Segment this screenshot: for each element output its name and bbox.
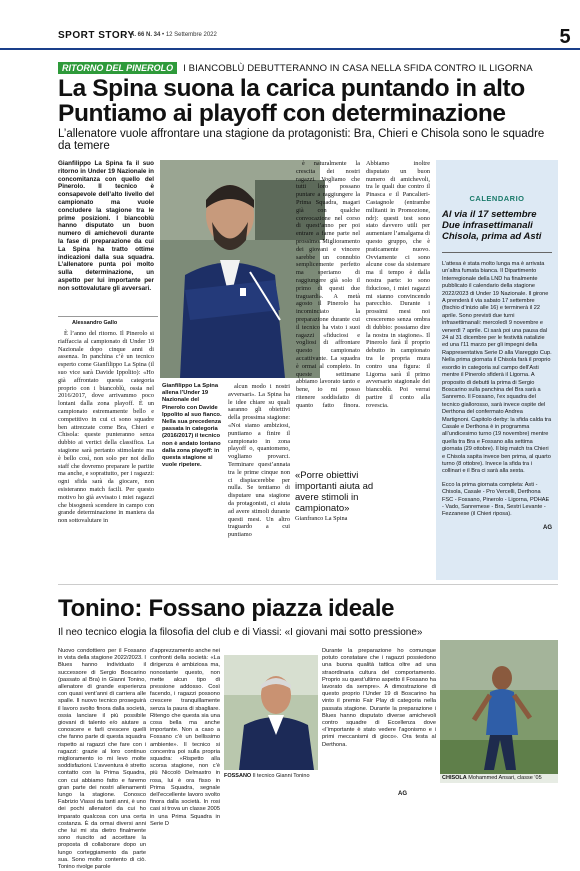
page-number: 5 [559, 26, 571, 48]
issue-info: A. 66 N. 34 • 12 Settembre 2022 [130, 32, 217, 38]
section-divider [58, 584, 558, 585]
article2-column-3 [322, 648, 436, 794]
pull-quote-author: Gianfranco La Spina [295, 515, 348, 522]
calendar-sidebar [436, 160, 558, 580]
player-photo-caption [440, 774, 558, 783]
kicker-text: I BIANCOBLÙ DEBUTTERANNO IN CASA NELLA SFIDA CONTRO IL LIGORNA [183, 62, 533, 74]
player-photo-image [440, 640, 558, 783]
kicker [58, 62, 533, 74]
second-subhead: Il neo tecnico elogia la filosofia del club e di Viassi: «I giovani mai sotto pressione» [58, 627, 423, 638]
tonino-photo [224, 655, 318, 770]
kicker-tag: RITORNO DEL PINEROLO [58, 62, 177, 74]
sidebar-paragraph-1: L’attesa è stata molto lunga ma è arrivata un’altra fumata bianca. Il Dipartimento Interregionale della LND ha finalmente pubblicato il calendario della stagione 2022/2023 di Under 19 Nazionale. Il girone A prenderà il via sabato 17 settembre (fischio d’inizio alle 16) e terminerà il 22 aprile. Sono previsti due turni infrasettimanali: mercoledì 9 novembre e venerdì 7 aprile. Ci sarà poi una pausa dal 24 al 31 dicembre per le festività natalizie ed una l’11 marzo per gli impegni della Rappresentativa Serie D alla Viareggio Cup. Nella prima giornata il Chisola farà il proprio esordio in categoria sul campo dell’Asti mentre il Pinerolo sfiderà il Ligorna. A proposito di debutti la prima di Sergio Boscarino sulla panchina del Bra sarà a Sanremo. Il Fossano, l’ex squadra del tecnico giallorosso, sarà invece ospite del Derthona del confermato Andrea Martignoni. Capitolo derby: la sfida calda tra Casale e Derthona è in programma all’undicesimo turno (19 novembre) mentre quella tra Bra e Fossano alla settima giornata (29 ottobre). Il big match tra Chieri e Chisola sapita invece ben prima, al quarto turno (8 ottobre). Invece la sfida tra i collinari e il Bra ci sarà alla sesta. [442, 261, 552, 475]
tonino-photo-image [224, 655, 318, 770]
sidebar-signature: AG [543, 524, 552, 531]
sidebar-rule [442, 252, 552, 253]
sidebar-paragraph-2: Ecco la prima giornata completa: Asti - Chisola, Casale - Pro Vercelli, Derthona FSC - Fossano, Pinerolo - Ligorna, PDHAE - Vado, Sanremese - Bra, Sestri Levante - Fezzanese (il Chieri riposa). [442, 481, 550, 518]
main-subhead: L’allenatore vuole affrontare una stagione da protagonisti: Bra, Chieri e Chisola sono le squadre da temere [58, 128, 545, 152]
column-1-text: È l’anno del ritorno. Il Pinerolo si riaffaccia al campionato di Under 19 Nazionale dopo cinque anni di assenza. In panchina c’è un tecnico esperto come Gianfilippo La Spina (il suo vice sarà Davide Ippolito): «Ho già affrontato questa categoria proprio con i biancoblù, ossia nel 2016/2017, dove arrivammo poco lontani dalla zona playoff. È un campionato estremamente bello e competitivo in cui ci sono squadre ben attrezzate come Bra, Chieri e Chisola: queste punteranno senza dubbio ai vertici della classifica. La stagione sarà pertanto stimolante ma è bello così, non solo per noi dello staff che dovremo preparare le partite ma anche, e soprattutto, per i ragazzi: ogni sfida sarà da giocare, non esisteranno match facili. Per questo motivo ho già avvisato i miei ragazzi che bisognerà scendere in campo con grande determinazione in maniera da non sottovalutare in [58, 330, 154, 525]
article-lead: Gianfilippo La Spina fa il suo ritorno in Under 19 Nazionale in concomitanza con quello del Pinerolo. Il tecnico è consapevole dell’alto livello del campionato ma vuole concludere la stagione tra le prime posizioni. I biancoblù hanno disputato un buon numero di amichevoli durante la fase di preparazione da cui La Spina ha tratto ottime indicazioni dalla sua squadra. L’allenatore punta poi molto sulla determinazione, un aspetto per lui importante per non sottovalutare gli avversari. [58, 160, 154, 292]
article2-column-1 [58, 648, 146, 871]
headline-line-2: Puntiamo ai playoff con determinazione [58, 100, 506, 127]
player-caption-text: Mohammed Ansari, classe ’05 [468, 775, 542, 781]
pull-quote: «Porre obiettivi importanti aiuta ad avere stimoli in campionato» [295, 470, 374, 514]
article-column-1 [58, 330, 154, 570]
issue-number: A. 66 N. 34 [130, 32, 161, 38]
article2-column-2-text: d’apprezzamento anche nei confronti della società: «La dirigenza è ambiziosa ma, nonostante questo, non mette alcun tipo di pressione addosso. Così facendo, i ragazzi possono crescere tranquillamente senza la paura di sbagliare. Ritengo che questa sia una cosa bella ma anche importante. Non a caso a Fossano c’è un bellissimo ambiente». Il tecnico si concentra poi sulla propria squadra: «Rispetto alla scorsa stagione, non c’è più Niccolò Delmastro in rosa, lui è ora fisso in Prima Squadra, segnale dell’eccellente lavoro svolto finora dalla società. In rosi casi si trova un classe 2005 in una Prima Squadra in Serie D [150, 648, 220, 827]
masthead: SPORT STORY [58, 30, 135, 41]
second-headline: Tonino: Fossano piazza ideale [58, 595, 395, 622]
tonino-caption-text: Il tecnico Gianni Tonino [252, 773, 310, 779]
page-header [0, 26, 580, 50]
sidebar-label: CALENDARIO [469, 194, 525, 203]
sidebar-body [442, 261, 552, 519]
main-headline [58, 76, 558, 126]
article2-signature: AG [398, 791, 407, 797]
tonino-caption-name: FOSSANO [224, 773, 252, 779]
article2-column-3-text: Durante la preparazione ho comunque potuto constatare che i ragazzi possiedono una buona qualità tattica oltre ad una straordinaria cultura del comportamento. Proprio su quest’ultimo aspetto il Fossano ha lavorato da sempre». A dimostrazione di questo proprio l’Under 19 di Boscarino ha vinto il premio Fair Play di categoria nella passata stagione. Durante la preparazione i Blues hanno disputato diverse amichevoli contro squadre di Eccellenza dove «l’importante è stato vedere l’agonismo e i primi meccanismi di gioco». Ora testa al Derthona. [322, 648, 436, 748]
headline-line-1: La Spina suona la carica puntando in alto [58, 75, 525, 102]
player-photo [440, 640, 558, 783]
byline-rule [58, 316, 158, 317]
article-column-2 [228, 383, 290, 577]
byline: Alessandro Gallo [72, 320, 118, 326]
player-caption-team: CHISOLA [442, 775, 467, 781]
coach-photo-caption: Gianfilippo La Spina allena l’Under 19 Nazionale del Pinerolo con Davide Ippolito al suo fianco. Nella sua precedenza passata in categoria (2016/2017) il tecnico non è andato lontano dalla zona playoff: in questa stagione si vuole ripetere. [162, 383, 222, 469]
column-2-text: alcun modo i nostri avversari». La Spina ha le idee chiare su quali saranno gli obiettivi della prossima stagione: «Noi siamo ambiziosi, puntiamo a finire il campionato in zona playoff o, quantomeno, vogliamo provarci. Terminare quest’annata tra le prime cinque non ci dispiacerebbe per nulla. Se tentiamo di disputare una stagione da protagonisti, ci aiuta ad avere stimoli durante questi mesi. Un altro traguardo a cui puntiamo [228, 383, 290, 539]
tonino-photo-caption [224, 773, 310, 779]
article2-column-1-text: Nuovo condottiero per il Fossano in vista della stagione 2022/2023. I Blues hanno individuato il successore di Sergio Boscarino (passato al Bra) in Gianni Tonino, allenatore di grande esperienza con quasi vent’anni di carriera alle spalle. Il nuovo tecnico proseguirà il lavoro svolto finora dalla società, ossia lanciare il più possibile giovani di talento e/o aiutare a conoscere e farli crescere quelli che fanno parte di questa squadra rispetto ai ragazzi che fare con i ragazzi: grazie al loro continuo miglioramento io mi levo molte soddisfazioni. L’avventura è stretto contatto con la Prima Squadra, con cui abbiamo fatto e faremo gran parte dei nostri allenamenti lungo la stagione. Conosco Fabrizio Viassi da tanti anni, è uno dei pochi allenatori da cui ho imparato qualcosa con una certa costanza. È da ormai diversi anni che lui mi sta dietro finalmente sono riuscito ad accettare la proposta di collaborare dopo un lungo corteggiamento da parte sua. Sono molto contento di ciò. Tonino rivolge parole [58, 648, 146, 871]
issue-date: 12 Settembre 2022 [165, 32, 217, 38]
column-3-text: è naturalmente la crescita dei nostri ragazzi. Vogliamo che tutti loro possano puntare a raggiungere la Prima Squadra, magari già con qualche convocazione nel corso di quest’anno per poi entrare a farne parte nel prossimo. Miglioramento dei giovani e vincere sarebbe un connubio semplicemente perfetto ma speriamo di raggiungere già solo il primo di questi due traguardi». A metà agosto il Pinerolo ha incominciato la preparazione durante cui il tecnico ha visto i suoi ragazzi «fiduciosi e vogliosi di affrontare questo campionato accattivante. La squadra è ormai al completo. In queste settimane abbiamo lavorato tanto e bene, io mi posso ritenere soddisfatto di quanto fatto finora. Abbiamo inoltre disputato un buon numero di amichevoli, tra le quali due contro il Pinasca e il Pancalieri-Castagnole (entrambe militanti in Promozione, ndr): questi test sono stato davvero utili per aumentare l’amalgama di questo gruppo, che è praticamente nuovo. Ovviamente ci sono alcune cose da sistemare ma il tempo è dalla nostra parte: io sono fiducioso, i miei ragazzi mi stanno convincendo parecchio. Durante i prossimi mesi noi cresceremo senza ombra di dubbio: possiamo dire la nostra in stagione». Il Pinerolo farà il proprio debutto in campionato tra le propria mura contro una figura: il Ligorna sarà il primo avversario stagionale dei biancoblù. Poi verrai partire il conto alla rovescia. [296, 160, 430, 409]
article2-column-2 [150, 648, 220, 827]
sidebar-title: Al via il 17 settembre Due infrasettimanali Chisola, prima ad Asti [442, 209, 542, 242]
article-column-3 [296, 160, 430, 465]
